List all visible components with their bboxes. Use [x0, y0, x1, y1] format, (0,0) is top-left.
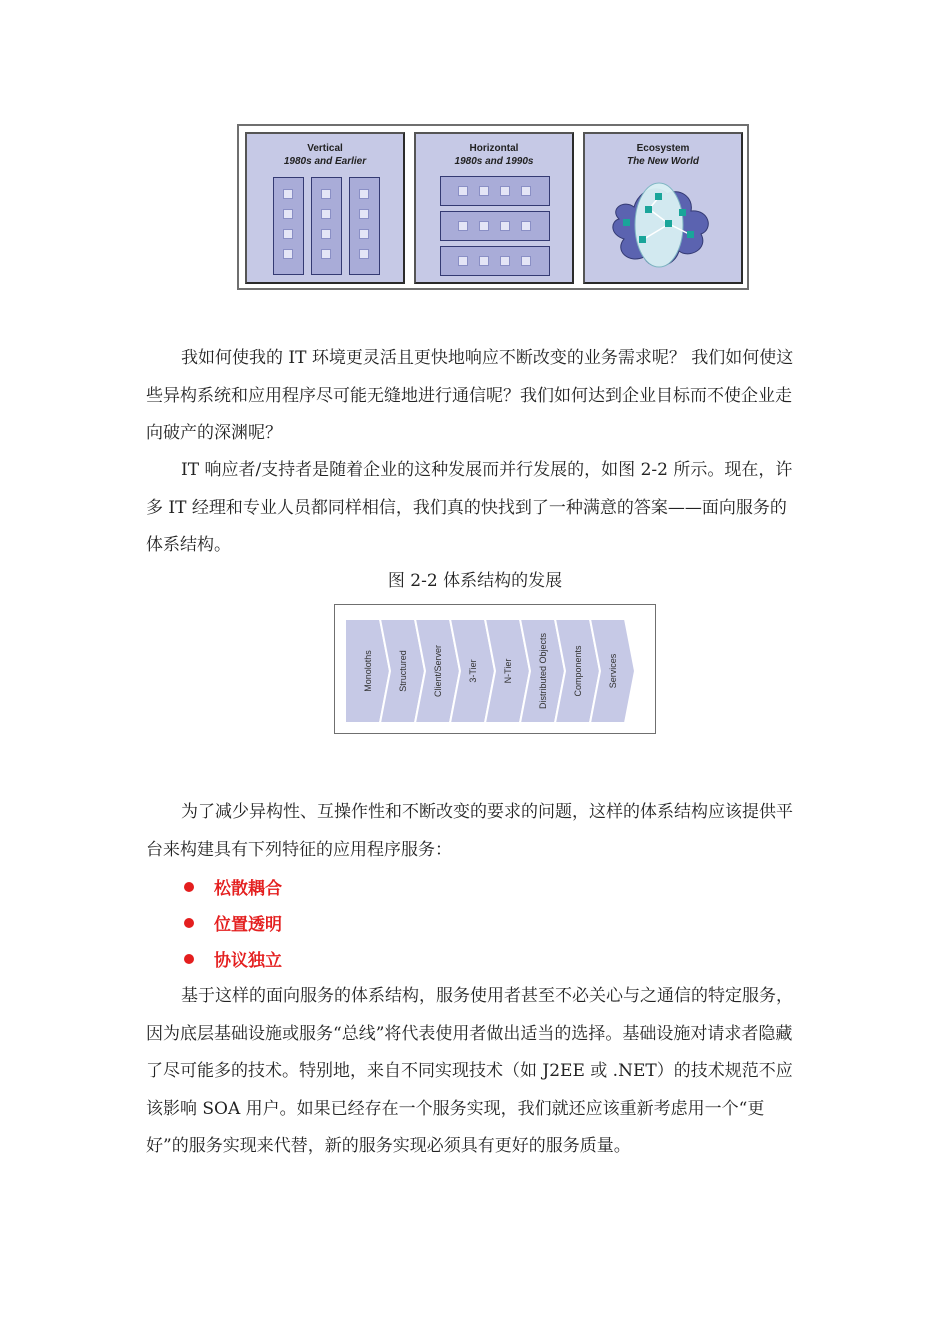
ecosystem-network-icon — [609, 179, 719, 274]
stage-label: Components — [572, 645, 583, 697]
horizontal-panel-title: Horizontal — [469, 143, 519, 154]
vertical-silo — [273, 177, 304, 275]
architecture-evolution-figure — [237, 124, 749, 290]
ecosystem-panel-title: Ecosystem — [636, 143, 690, 154]
vertical-silo — [349, 177, 380, 275]
stage-label: Structured — [397, 650, 408, 692]
bullet-dot-icon — [184, 918, 194, 928]
vertical-silo — [311, 177, 342, 275]
horizontal-panel-subtitle: 1980s and 1990s — [454, 156, 534, 167]
vertical-panel — [245, 132, 405, 284]
vertical-panel-title: Vertical — [307, 143, 343, 154]
stage-label: Monoloths — [362, 650, 373, 692]
bullet-item: 松散耦合 — [184, 874, 282, 899]
horizontal-layer — [440, 211, 550, 241]
paragraph-1: 我如何使我的 IT 环境更灵活且更快地响应不断改变的业务需求呢？ 我们如何使这些异构系统和应用程序尽可能无缝地进行通信呢？我们如何达到企业目标而不使企业走向破产的深渊呢？ — [146, 348, 794, 443]
paragraph-2: IT 响应者/支持者是随着企业的这种发展而并行发展的，如图 2-2 所示。现在，许多 IT 经理和专业人员都同样相信，我们真的快找到了一种满意的答案——面向服务的体系结构。 — [146, 460, 793, 555]
stage-label: Services — [607, 653, 618, 689]
bullet-item: 协议独立 — [184, 946, 282, 971]
stage-label: Distributed Objects — [537, 632, 548, 710]
architecture-evolution-chain — [334, 604, 656, 734]
ecosystem-panel-subtitle: The New World — [626, 156, 700, 167]
horizontal-layer — [440, 176, 550, 206]
ecosystem-panel — [583, 132, 743, 284]
bullet-dot-icon — [184, 954, 194, 964]
stage-label: Client/Server — [432, 644, 443, 698]
stage-label: 3-Tier — [467, 659, 478, 683]
bullet-dot-icon — [184, 882, 194, 892]
paragraph-3: 为了减少异构性、互操作性和不断改变的要求的问题，这样的体系结构应该提供平台来构建具有下列特征的应用程序服务： — [146, 802, 793, 860]
figure-caption: 图 2-2 体系结构的发展 — [387, 571, 563, 591]
vertical-panel-subtitle: 1980s and Earlier — [283, 156, 367, 167]
horizontal-layer — [440, 246, 550, 276]
stage-label: N-Tier — [502, 658, 513, 684]
horizontal-panel — [414, 132, 574, 284]
bullet-item: 位置透明 — [184, 910, 282, 935]
paragraph-4: 基于这样的面向服务的体系结构，服务使用者甚至不必关心与之通信的特定服务，因为底层基础设施或服务“总线”将代表使用者做出适当的选择。基础设施对请求者隐藏了尽可能多的技术。特别地，来自不同实现技术（如 J2EE 或 .NET）的技术规范不应该影响 SOA 用户。如果已经存在一个服务实现，我们就还应该重新考虑用一个“更好”的服务实现来代替，新的服务实现必须具有更好的服务质量。 — [146, 986, 793, 1156]
